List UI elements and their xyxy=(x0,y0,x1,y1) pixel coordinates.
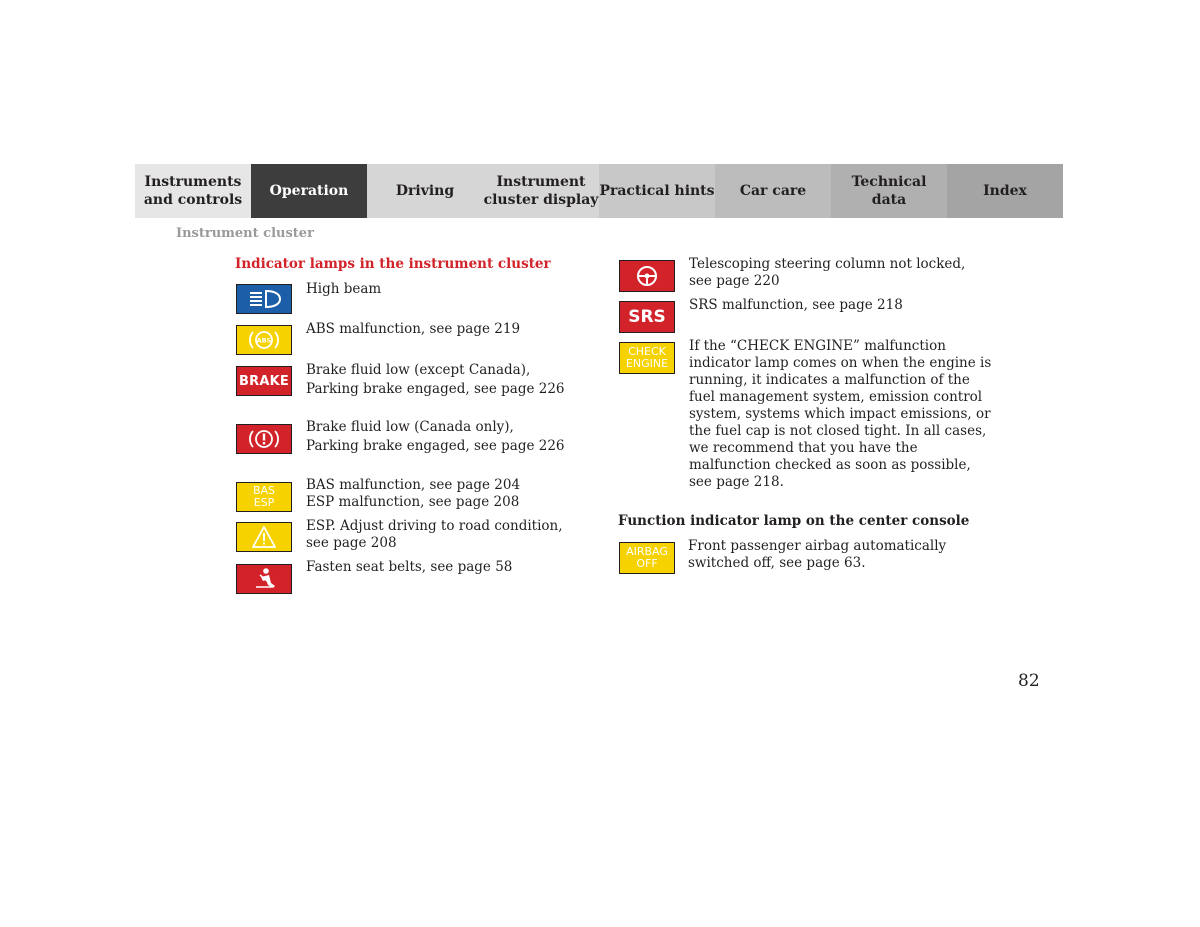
bas-esp-lamp xyxy=(236,482,292,512)
bas-esp-icon xyxy=(253,485,275,509)
right-heading: Function indicator lamp on the center console xyxy=(618,513,970,529)
description-line: Fasten seat belts, see page 58 xyxy=(306,559,513,575)
description-line: see page 208 xyxy=(306,535,397,551)
seat-belt-icon xyxy=(242,566,286,592)
description-line: Parking brake engaged, see page 226 xyxy=(306,381,565,397)
icon-text-line: BAS xyxy=(252,484,276,497)
description-line: see page 218. xyxy=(689,474,784,490)
description-line: Brake fluid low (Canada only), xyxy=(306,419,514,435)
abs-icon-text: ABS xyxy=(256,336,272,345)
tab-instruments-and-controls[interactable] xyxy=(135,164,251,218)
description-line: SRS malfunction, see page 218 xyxy=(689,297,903,313)
tab-label-line2: cluster display xyxy=(483,192,599,208)
srs-lamp xyxy=(619,301,675,333)
description-line: ESP. Adjust driving to road condition, xyxy=(306,518,563,534)
section-title: Instrument cluster xyxy=(176,226,314,241)
description-line: malfunction checked as soon as possible, xyxy=(689,457,971,473)
tab-car-care[interactable] xyxy=(715,164,831,218)
tab-label-line2: data xyxy=(871,192,907,208)
tab-label: Car care xyxy=(739,183,807,199)
esp-description xyxy=(306,518,563,552)
tab-label: Driving xyxy=(395,183,455,199)
description-line: If the “CHECK ENGINE” malfunction xyxy=(689,338,946,354)
abs-icon xyxy=(242,327,286,353)
seat-belt-lamp xyxy=(236,564,292,594)
airbag-off-icon xyxy=(626,546,668,570)
tab-label-line1: Instrument xyxy=(496,174,586,190)
left-heading: Indicator lamps in the instrument cluster xyxy=(235,256,551,272)
check-engine-lamp xyxy=(619,342,675,374)
srs-icon: SRS xyxy=(628,307,666,327)
brake-warning-icon xyxy=(242,426,286,452)
bas-esp-description xyxy=(306,477,520,511)
description-line: Telescoping steering column not locked, xyxy=(689,256,966,272)
description-line: the fuel cap is not closed tight. In all cases, xyxy=(689,423,987,439)
esp-warning-lamp xyxy=(236,522,292,552)
page-number: 82 xyxy=(1018,671,1040,691)
tab-practical-hints[interactable] xyxy=(599,164,715,218)
description-line: High beam xyxy=(306,281,382,297)
srs-description xyxy=(689,297,903,314)
abs-lamp xyxy=(236,325,292,355)
airbag-off-description xyxy=(688,538,946,572)
high-beam-description xyxy=(306,281,381,298)
tab-instrument-cluster-display[interactable] xyxy=(483,164,599,218)
description-line: ABS malfunction, see page 219 xyxy=(306,321,521,337)
description-line: fuel management system, emission control xyxy=(689,389,983,405)
seat-belt-description xyxy=(306,559,512,576)
check-engine-icon xyxy=(626,346,668,370)
tab-label: Operation xyxy=(269,183,349,199)
description-line: indicator lamp comes on when the engine is xyxy=(689,355,992,371)
brake-icon: BRAKE xyxy=(239,373,289,389)
brake-lamp xyxy=(236,366,292,396)
steering-column-description xyxy=(689,256,965,290)
tab-label: Practical hints xyxy=(599,183,715,199)
description-line: we recommend that you have the xyxy=(689,440,918,456)
tab-label-line2: and controls xyxy=(143,192,243,208)
description-line: BAS malfunction, see page 204 xyxy=(306,477,521,493)
steering-column-lamp xyxy=(619,260,675,292)
description-line: Brake fluid low (except Canada), xyxy=(306,362,531,378)
airbag-off-lamp xyxy=(619,542,675,574)
brake-canada-description xyxy=(306,419,565,455)
description-line: see page 220 xyxy=(689,273,780,289)
icon-text-line: AIRBAG xyxy=(626,545,668,558)
description-line: switched off, see page 63. xyxy=(688,555,866,571)
icon-text-line: ENGINE xyxy=(625,357,669,370)
icon-text-line: OFF xyxy=(636,557,658,570)
chapter-tabs xyxy=(135,164,1065,218)
tab-label: Index xyxy=(983,183,1027,199)
high-beam-lamp xyxy=(236,284,292,314)
tab-driving[interactable] xyxy=(367,164,483,218)
description-line: running, it indicates a malfunction of the xyxy=(689,372,970,388)
icon-text-line: ESP xyxy=(253,496,275,509)
description-line: system, systems which impact emissions, or xyxy=(689,406,991,422)
tab-label-line1: Technical xyxy=(851,174,927,190)
steering-wheel-icon xyxy=(625,263,669,289)
description-line: ESP malfunction, see page 208 xyxy=(306,494,520,510)
high-beam-icon xyxy=(242,287,286,311)
icon-text-line: CHECK xyxy=(628,345,666,358)
description-line: Parking brake engaged, see page 226 xyxy=(306,438,565,454)
description-line: Front passenger airbag automatically xyxy=(688,538,947,554)
tab-index[interactable] xyxy=(947,164,1063,218)
tab-operation[interactable] xyxy=(251,164,367,218)
brake-warning-lamp xyxy=(236,424,292,454)
brake-description xyxy=(306,362,565,398)
tab-technical-data[interactable] xyxy=(831,164,947,218)
warning-triangle-icon xyxy=(242,524,286,550)
tab-label-line1: Instruments xyxy=(144,174,242,190)
check-engine-description xyxy=(689,338,991,491)
abs-description xyxy=(306,321,520,338)
